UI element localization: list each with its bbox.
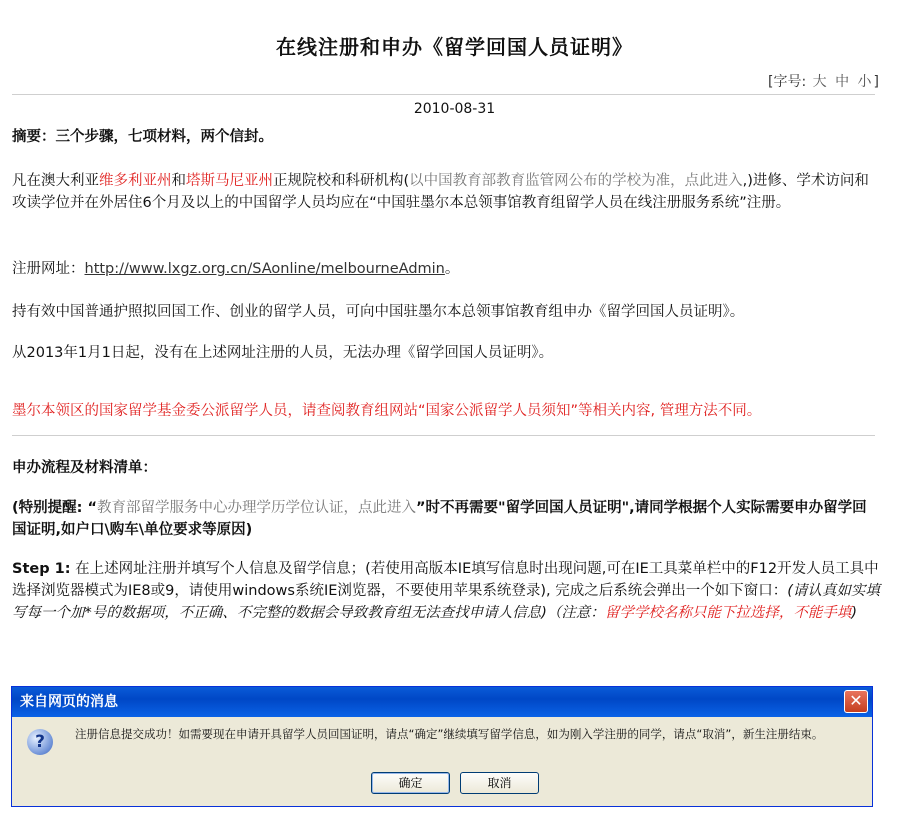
section-divider — [12, 435, 875, 436]
url-end: 。 — [444, 261, 460, 277]
notice-gray-text: 教育部留学服务中心办理学历学位认证， — [97, 500, 359, 516]
dialog-titlebar[interactable] — [12, 687, 872, 717]
process-heading: 申办流程及材料清单： — [12, 460, 157, 476]
p1-text-a: 凡在澳大利亚 — [12, 173, 99, 189]
tasmania-link[interactable]: 塔斯马尼亚州 — [186, 173, 273, 189]
title-divider — [12, 94, 875, 95]
step1-italic-end: ) — [851, 605, 858, 621]
alert-dialog — [11, 686, 873, 807]
summary: 摘要：三个步骤，七项材料，两个信封。 — [12, 129, 273, 145]
step1-italic-note: (请认真如实填写每一个加*号的数据项，不正确、不完整的数据会导致教育组无法查找申请人信息)（注意： — [12, 583, 880, 621]
close-icon[interactable]: ✕ — [844, 690, 868, 713]
paragraph-deadline: 从2013年1月1日起，没有在上述网址注册的人员，无法办理《留学回国人员证明》。 — [12, 345, 554, 361]
step1-red-note: 留学学校名称只能下拉选择，不能手填 — [604, 605, 852, 621]
font-size-medium-link[interactable]: 中 — [835, 74, 850, 90]
cancel-button[interactable]: 取消 — [460, 772, 539, 794]
p1-text-b: 正规院校和科研机构( — [273, 173, 410, 189]
font-size-suffix: ] — [873, 74, 879, 90]
dialog-title: 来自网页的消息 — [20, 694, 118, 710]
font-size-prefix: [字号: — [767, 74, 807, 90]
font-size-large-link[interactable]: 大 — [812, 74, 827, 90]
publish-date: 2010-08-31 — [413, 101, 496, 117]
notice-text-a: (特别提醒: “ — [12, 500, 98, 516]
registration-url-line — [12, 258, 880, 280]
step1-text: 在上述网址注册并填写个人信息及留学信息；(若使用高版本IE填写信息时出现问题,可在IE工具菜单栏中的F12开发人员工具中选择浏览器模式为IE8或9，请使用windows系统IE浏览器，不要使用苹果系统登录), 完成之后系统会弹出一个如下窗口： — [12, 561, 879, 599]
notice-enter-link[interactable]: 点此进入 — [358, 500, 417, 516]
special-notice — [12, 497, 880, 541]
paragraph-eligibility — [12, 170, 880, 214]
dialog-body — [12, 717, 872, 806]
paragraph-certificate: 持有效中国普通护照拟回国工作、创业的留学人员，可向中国驻墨尔本总领事馆教育组申办《留学回国人员证明》。 — [12, 304, 745, 320]
page-title: 在线注册和申办《留学回国人员证明》 — [276, 35, 633, 59]
question-icon: ? — [27, 729, 53, 755]
ok-button[interactable]: 确定 — [371, 772, 450, 794]
step1-paragraph — [12, 558, 880, 624]
victoria-link[interactable]: 维多利亚州 — [99, 173, 172, 189]
dialog-message: 注册信息提交成功！如需要现在申请开具留学人员回国证明，请点“确定”继续填写留学信息，如为刚入学注册的同学，请点“取消”，新生注册结束。 — [75, 727, 824, 741]
p1-text-c: ,)进修、学术访问和攻读学位并在外居住6个月及以上的中国留学人员均应在“中国驻墨尔本总领事馆教育组留学人员在线注册服务系统”注册。 — [12, 173, 869, 211]
url-label: 注册网址： — [12, 261, 85, 277]
paragraph-scholarship-notice: 墨尔本领区的国家留学基金委公派留学人员，请查阅教育组网站“国家公派留学人员须知”等相关内容, 管理方法不同。 — [12, 403, 762, 419]
registration-url-link[interactable]: http://www.lxgz.org.cn/SAonline/melbourneAdmin — [84, 261, 445, 277]
step1-label: Step 1: — [12, 561, 71, 577]
font-size-small-link[interactable]: 小 — [857, 74, 872, 90]
p1-text-and: 和 — [171, 173, 186, 189]
font-size-selector — [768, 71, 879, 91]
school-list-link[interactable]: 以中国教育部教育监管网公布的学校为准，点此进入 — [409, 173, 743, 189]
notice-text-b: ”时不再需要"留学回国人员证明",请同学根据个人实际需要申办留学回国证明,如户口\购车\单位要求等原因) — [12, 500, 867, 538]
